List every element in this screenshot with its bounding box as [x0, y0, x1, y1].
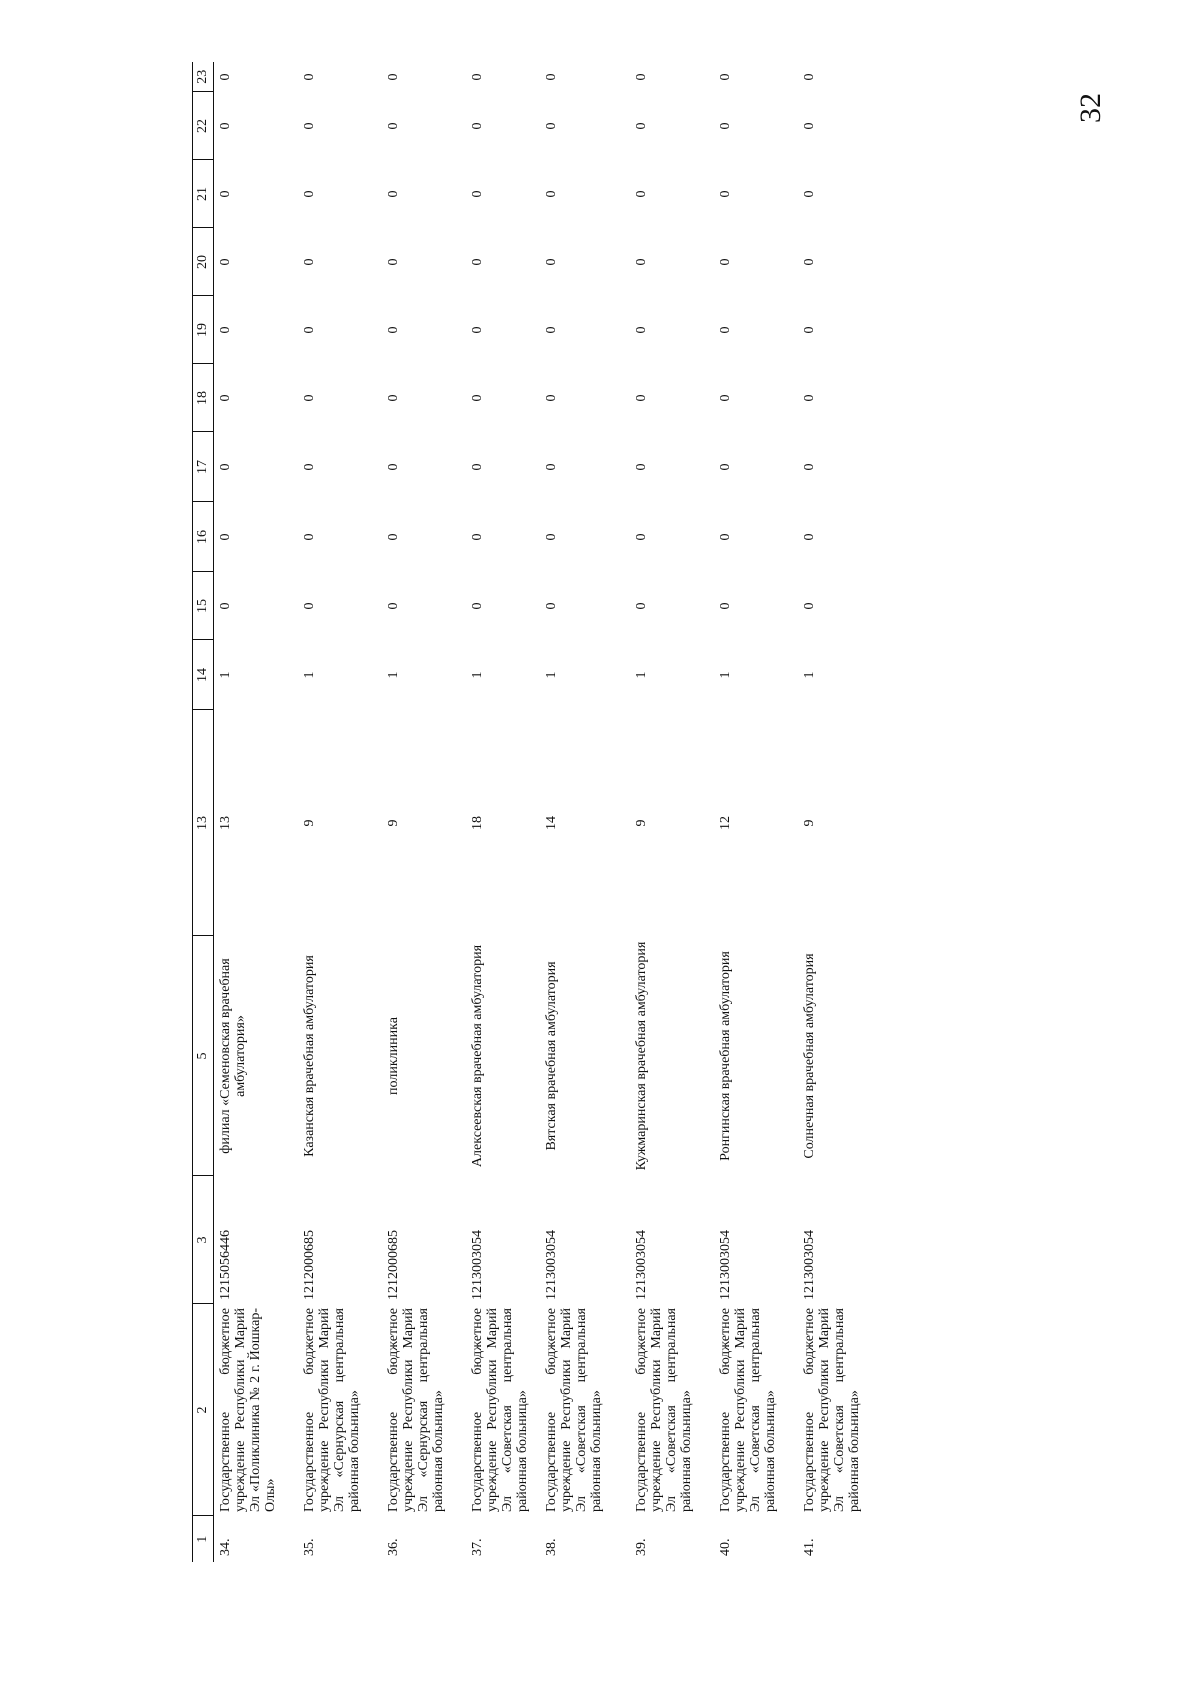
cell-col-15: 0 [717, 602, 733, 610]
cell-col-16: 0 [543, 533, 559, 541]
cell-col-14: 1 [218, 671, 233, 679]
cell-col-16: 0 [801, 533, 817, 541]
table-row [382, 62, 466, 1562]
column-header: 1 [193, 1516, 214, 1562]
cell-col-16: 0 [385, 533, 401, 541]
cell-col-19: 0 [633, 326, 649, 334]
inn-code: 1213003054 [543, 1230, 559, 1300]
cell-col-17: 0 [543, 463, 559, 471]
row-number: 35. [301, 1538, 317, 1556]
table-row [630, 62, 714, 1562]
cell-col-23: 0 [218, 73, 233, 81]
cell-col-14: 1 [717, 671, 733, 679]
division-name: Солнечная врачебная амбулатория [801, 953, 817, 1159]
division-name: Вятская врачебная амбулатория [543, 961, 559, 1151]
cell-col-14: 1 [543, 671, 559, 679]
column-header: 5 [193, 936, 214, 1176]
cell-col-14: 1 [801, 671, 817, 679]
division-name: Алексеевская врачебная амбулатория [469, 944, 485, 1168]
division-name: Казанская врачебная амбулатория [301, 955, 317, 1157]
cell-col-15: 0 [469, 602, 485, 610]
division-name: Ронгинская врачебная амбулатория [717, 951, 733, 1161]
cell-col-20: 0 [801, 258, 817, 266]
cell-col-20: 0 [633, 258, 649, 266]
cell-col-13: 14 [543, 816, 559, 830]
cell-col-21: 0 [218, 190, 233, 198]
cell-col-21: 0 [385, 190, 401, 198]
division-name: Кужмаринская врачебная амбулатория [633, 941, 649, 1171]
cell-col-18: 0 [469, 394, 485, 402]
cell-col-16: 0 [633, 533, 649, 541]
cell-col-22: 0 [469, 122, 485, 130]
cell-col-23: 0 [385, 73, 401, 81]
organization-name: Государственное бюджетное учреждение Республики Марий Эл «Сернурская центральная районная больница» [385, 1308, 446, 1512]
cell-col-17: 0 [218, 463, 233, 471]
cell-col-21: 0 [543, 190, 559, 198]
column-header: 17 [193, 432, 214, 502]
organization-name: Государственное бюджетное учреждение Республики Марий Эл «Советская центральная районная больница» [469, 1308, 530, 1512]
column-header: 22 [193, 92, 214, 160]
header-row [193, 62, 214, 1562]
cell-col-18: 0 [218, 394, 233, 402]
cell-col-21: 0 [301, 190, 317, 198]
row-number: 36. [385, 1538, 401, 1556]
cell-col-20: 0 [543, 258, 559, 266]
inn-code: 1212000685 [385, 1230, 401, 1300]
cell-col-15: 0 [543, 602, 559, 610]
cell-col-18: 0 [301, 394, 317, 402]
organization-name: Государственное бюджетное учреждение Республики Марий Эл «Поликлиника № 2 г. Йошкар-Олы» [218, 1308, 278, 1512]
cell-col-17: 0 [633, 463, 649, 471]
cell-col-18: 0 [801, 394, 817, 402]
row-number: 34. [218, 1538, 233, 1556]
inn-code: 1213003054 [633, 1230, 649, 1300]
inn-code: 1212000685 [301, 1230, 317, 1300]
cell-col-22: 0 [385, 122, 401, 130]
column-header: 19 [193, 296, 214, 364]
cell-col-23: 0 [301, 73, 317, 81]
division-name: поликлиника [385, 1017, 401, 1095]
cell-col-23: 0 [717, 73, 733, 81]
cell-col-13: 9 [633, 819, 649, 827]
column-header: 13 [193, 710, 214, 936]
organization-name: Государственное бюджетное учреждение Республики Марий Эл «Советская центральная районная больница» [801, 1308, 862, 1512]
cell-col-19: 0 [301, 326, 317, 334]
cell-col-13: 9 [801, 819, 817, 827]
cell-col-13: 13 [218, 816, 233, 830]
column-header: 21 [193, 160, 214, 228]
cell-col-22: 0 [543, 122, 559, 130]
row-number: 40. [717, 1538, 733, 1556]
organization-name: Государственное бюджетное учреждение Республики Марий Эл «Сернурская центральная районная больница» [301, 1308, 362, 1512]
column-header: 16 [193, 502, 214, 572]
cell-col-19: 0 [717, 326, 733, 334]
division-name: филиал «Семеновская врачебная амбулатория» [218, 958, 248, 1154]
cell-col-20: 0 [717, 258, 733, 266]
cell-col-18: 0 [717, 394, 733, 402]
cell-col-15: 0 [218, 602, 233, 610]
cell-col-22: 0 [633, 122, 649, 130]
table-row [214, 62, 298, 1562]
cell-col-22: 0 [717, 122, 733, 130]
cell-col-13: 18 [469, 816, 485, 830]
cell-col-20: 0 [385, 258, 401, 266]
cell-col-19: 0 [469, 326, 485, 334]
table-row [298, 62, 382, 1562]
cell-col-22: 0 [801, 122, 817, 130]
page-number: 32 [1074, 93, 1107, 123]
cell-col-20: 0 [301, 258, 317, 266]
cell-col-15: 0 [385, 602, 401, 610]
cell-col-19: 0 [385, 326, 401, 334]
organization-name: Государственное бюджетное учреждение Республики Марий Эл «Советская центральная районная больница» [633, 1308, 694, 1512]
cell-col-19: 0 [543, 326, 559, 334]
cell-col-16: 0 [469, 533, 485, 541]
cell-col-14: 1 [469, 671, 485, 679]
cell-col-14: 1 [633, 671, 649, 679]
column-header: 23 [193, 62, 214, 92]
cell-col-22: 0 [218, 122, 233, 130]
cell-col-21: 0 [717, 190, 733, 198]
cell-col-16: 0 [218, 533, 233, 541]
cell-col-16: 0 [717, 533, 733, 541]
column-header: 3 [193, 1176, 214, 1304]
cell-col-21: 0 [801, 190, 817, 198]
row-number: 39. [633, 1538, 649, 1556]
row-number: 37. [469, 1538, 485, 1556]
inn-code: 1213003054 [469, 1230, 485, 1300]
table-row [714, 62, 798, 1562]
cell-col-15: 0 [633, 602, 649, 610]
row-number: 41. [801, 1538, 817, 1556]
column-header: 15 [193, 572, 214, 640]
data-table [192, 62, 882, 1562]
column-header: 14 [193, 640, 214, 710]
cell-col-14: 1 [301, 671, 317, 679]
row-number: 38. [543, 1538, 559, 1556]
cell-col-14: 1 [385, 671, 401, 679]
cell-col-18: 0 [633, 394, 649, 402]
cell-col-13: 9 [301, 819, 317, 827]
cell-col-17: 0 [301, 463, 317, 471]
cell-col-17: 0 [717, 463, 733, 471]
cell-col-23: 0 [633, 73, 649, 81]
cell-col-19: 0 [801, 326, 817, 334]
table-row [798, 62, 882, 1562]
cell-col-22: 0 [301, 122, 317, 130]
table-body [214, 62, 882, 1562]
cell-col-19: 0 [218, 326, 233, 334]
column-header: 2 [193, 1304, 214, 1516]
cell-col-15: 0 [301, 602, 317, 610]
inn-code: 1215056446 [218, 1230, 233, 1300]
cell-col-13: 12 [717, 816, 733, 830]
cell-col-15: 0 [801, 602, 817, 610]
inn-code: 1213003054 [717, 1230, 733, 1300]
organization-name: Государственное бюджетное учреждение Республики Марий Эл «Советская центральная районная больница» [543, 1308, 604, 1512]
cell-col-13: 9 [385, 819, 401, 827]
cell-col-17: 0 [469, 463, 485, 471]
cell-col-16: 0 [301, 533, 317, 541]
table-row [540, 62, 630, 1562]
cell-col-20: 0 [469, 258, 485, 266]
table-row [466, 62, 540, 1562]
column-header: 20 [193, 228, 214, 296]
organization-name: Государственное бюджетное учреждение Республики Марий Эл «Советская центральная районная больница» [717, 1308, 778, 1512]
cell-col-23: 0 [801, 73, 817, 81]
inn-code: 1213003054 [801, 1230, 817, 1300]
cell-col-18: 0 [385, 394, 401, 402]
cell-col-18: 0 [543, 394, 559, 402]
cell-col-17: 0 [801, 463, 817, 471]
column-header: 18 [193, 364, 214, 432]
cell-col-23: 0 [543, 73, 559, 81]
cell-col-21: 0 [469, 190, 485, 198]
cell-col-17: 0 [385, 463, 401, 471]
cell-col-21: 0 [633, 190, 649, 198]
cell-col-23: 0 [469, 73, 485, 81]
cell-col-20: 0 [218, 258, 233, 266]
table-container [192, 69, 882, 1562]
